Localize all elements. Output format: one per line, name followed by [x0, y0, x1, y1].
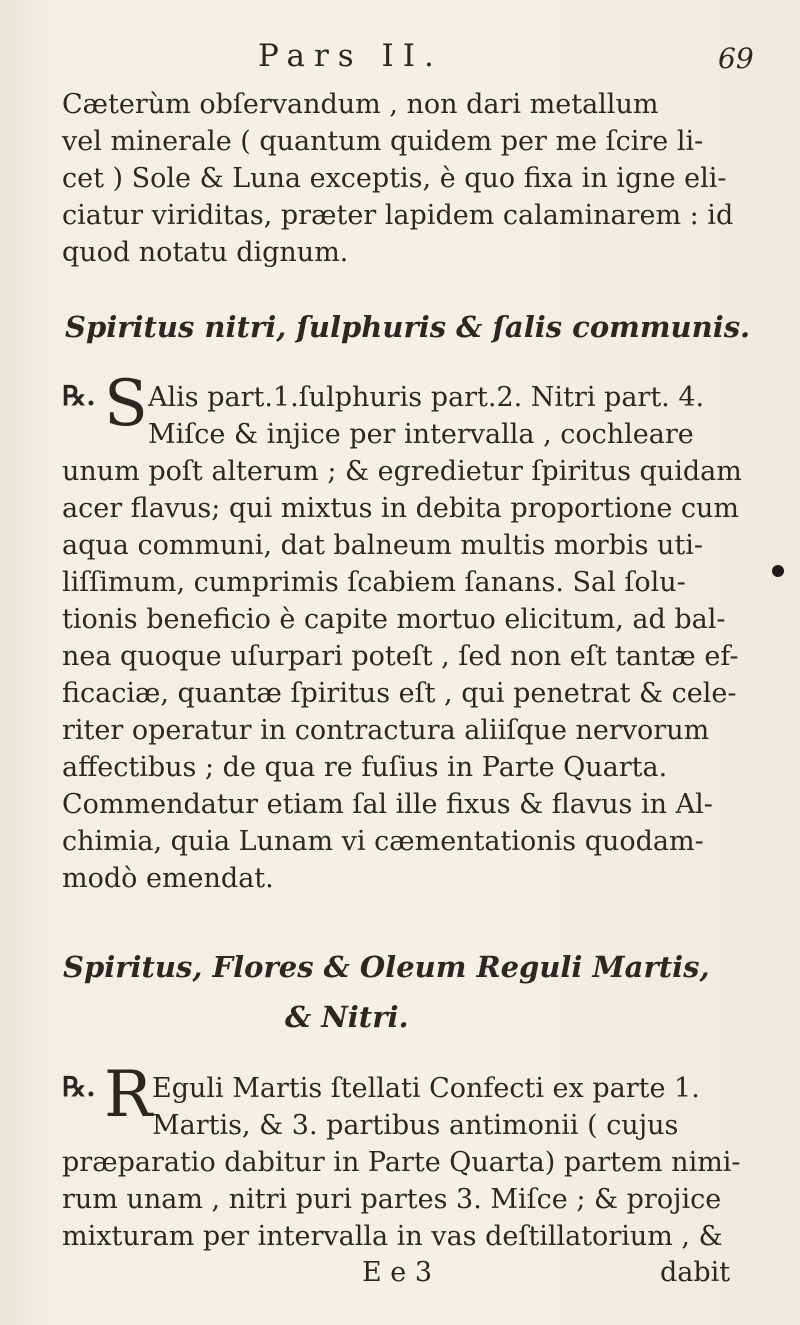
para1-line: vel minerale ( quantum quidem per me ſcire li- — [62, 126, 704, 157]
section-heading-cont: & Nitri. — [285, 1000, 409, 1034]
signature-mark: E e 3 — [362, 1257, 433, 1288]
section1-line: unum poſt alterum ; & egredietur ſpiritus quidam — [62, 456, 742, 487]
section2-line: rum unam , nitri puri partes 3. Miſce ; & projice — [62, 1184, 722, 1215]
section1-line: liſſimum, cumprimis ſcabiem ſanans. Sal ſolu- — [62, 567, 686, 598]
section1-line: acer flavus; qui mixtus in debita proportione cum — [62, 493, 740, 524]
recipe-symbol: ℞. — [62, 381, 96, 412]
section2-line: Eguli Martis ſtellati Confecti ex parte 1. — [152, 1073, 700, 1104]
section1-line: ficaciæ, quantæ ſpiritus eſt , qui penetrat & cele- — [62, 678, 737, 709]
section1-line: nea quoque uſurpari poteſt , ſed non eſt tantæ ef- — [62, 641, 739, 672]
para1-line: cet ) Sole & Luna exceptis, è quo fixa in igne eli- — [62, 163, 727, 194]
para1-line: quod notatu dignum. — [62, 237, 349, 268]
section2-line: mixturam per intervalla in vas deſtillatorium , & — [62, 1221, 723, 1252]
section2-line: Martis, & 3. partibus antimonii ( cujus — [152, 1110, 679, 1141]
drop-capital: R — [104, 1058, 153, 1132]
para1-line: Cæterùm obſervandum , non dari metallum — [62, 89, 659, 120]
ink-spot — [772, 565, 784, 577]
section1-line: Commendatur etiam ſal ille fixus & flavus in Al- — [62, 789, 713, 820]
page-number: 69 — [718, 42, 754, 75]
catchword: dabit — [660, 1257, 731, 1288]
recipe-symbol: ℞. — [62, 1072, 96, 1103]
running-head: Pars II. — [258, 38, 443, 74]
section1-line: aqua communi, dat balneum multis morbis uti- — [62, 530, 704, 561]
section1-line: modò emendat. — [62, 863, 274, 894]
section1-line: tionis beneficio è capite mortuo elicitum, ad bal- — [62, 604, 726, 635]
para1-line: ciatur viriditas, præter lapidem calaminarem : id — [62, 200, 734, 231]
section1-line: chimia, quia Lunam vi cæmentationis quodam- — [62, 826, 704, 857]
drop-capital: S — [104, 367, 148, 441]
section-heading: Spiritus nitri, ſulphuris & ſalis communis. — [65, 310, 751, 344]
section1-line: Alis part.1.ſulphuris part.2. Nitri part. 4. — [148, 382, 705, 413]
section1-line: Miſce & injice per intervalla , cochleare — [148, 419, 694, 450]
section1-line: affectibus ; de qua re fuſius in Parte Quarta. — [62, 752, 668, 783]
section2-line: præparatio dabitur in Parte Quarta) partem nimi- — [62, 1147, 741, 1178]
section1-line: riter operatur in contractura aliiſque nervorum — [62, 715, 710, 746]
section-heading: Spiritus, Flores & Oleum Reguli Martis, — [63, 950, 710, 984]
